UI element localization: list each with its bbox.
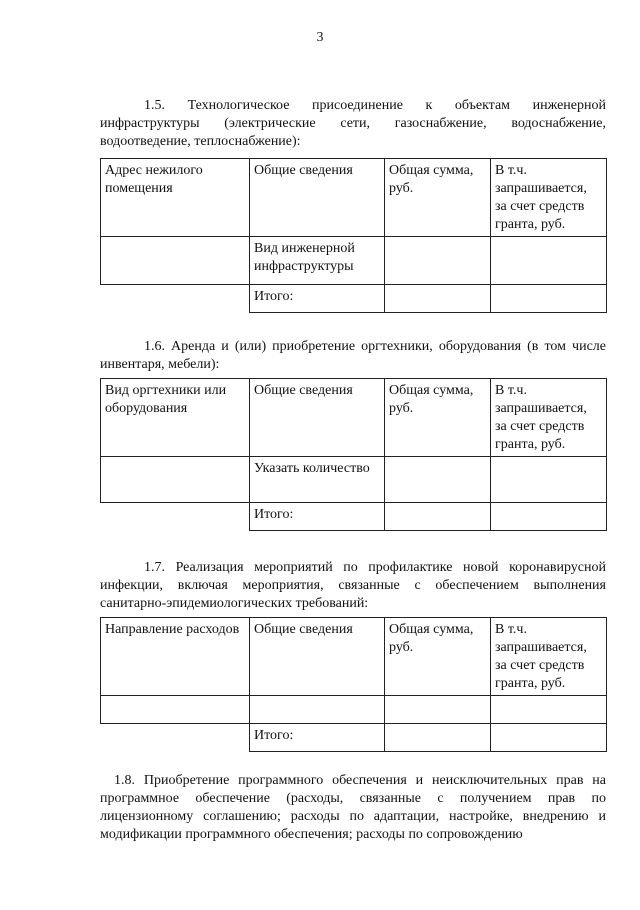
section-1-7-heading: 1.7. Реализация мероприятий по профилактике новой коронавирусной инфекции, включая мероприятия, связанные с обеспечением выполнения санитарно-эпидемиологических требований: [100,560,606,611]
header-cell-total-sum: Общая сумма, руб. [385,159,491,237]
table-cell-empty [385,237,491,285]
section-1-6-heading: 1.6. Аренда и (или) приобретение оргтехники, оборудования (в том числе инвентаря, мебели): [100,339,606,372]
header-cell-grant-sum: В т.ч. запрашивается, за счет средств гранта, руб. [491,618,607,696]
header-cell-general-info: Общие сведения [250,618,385,696]
table-cell-total-label: Итого: [250,285,385,313]
table-1-7 [100,617,607,752]
table-cell-infrastructure-type: Вид инженерной инфраструктуры [250,237,385,285]
table-cell-empty [491,724,607,752]
table-row [101,696,607,724]
table-cell-empty [491,503,607,531]
header-cell-grant-sum: В т.ч. запрашивается, за счет средств гранта, руб. [491,159,607,237]
table-cell-empty [385,285,491,313]
header-cell-equipment-type: Вид оргтехники или оборудования [101,379,250,457]
table-cell-empty [385,503,491,531]
header-cell-grant-sum: В т.ч. запрашивается, за счет средств гранта, руб. [491,379,607,457]
table-cell-empty [491,285,607,313]
table-cell-empty [491,457,607,503]
table-cell-empty [385,457,491,503]
table-cell-blank [101,503,250,531]
table-cell-total-label: Итого: [250,503,385,531]
table-total-row [101,724,607,752]
table-header-row [101,618,607,696]
section-1-8-heading: 1.8. Приобретение программного обеспечения и неисключительных прав на программное обеспечение (расходы, связанные с получением прав по лицензионному соглашению; расходы по адаптации, настройке, внедрению и модификации программного обеспечения; расходы по сопровождению [100,773,606,842]
header-cell-total-sum: Общая сумма, руб. [385,379,491,457]
table-header-row [101,379,607,457]
table-cell-empty [101,237,250,285]
table-1-6 [100,378,607,531]
header-cell-total-sum: Общая сумма, руб. [385,618,491,696]
table-row [101,457,607,503]
table-cell-total-label: Итого: [250,724,385,752]
header-cell-general-info: Общие сведения [250,159,385,237]
table-cell-blank [101,285,250,313]
table-row [101,237,607,285]
table-header-row [101,159,607,237]
table-cell-empty [491,696,607,724]
table-total-row [101,285,607,313]
header-cell-general-info: Общие сведения [250,379,385,457]
table-cell-empty [385,696,491,724]
header-cell-expense-direction: Направление расходов [101,618,250,696]
header-cell-address: Адрес нежилого помещения [101,159,250,237]
table-cell-blank [101,724,250,752]
table-cell-empty [250,696,385,724]
table-cell-empty [385,724,491,752]
page-number: 3 [316,30,324,45]
section-1-5-heading: 1.5. Технологическое присоединение к объектам инженерной инфраструктуры (электрические сети, газоснабжение, водоснабжение, водоотведение, теплоснабжение): [100,98,606,149]
table-cell-empty [101,457,250,503]
table-total-row [101,503,607,531]
table-cell-empty [491,237,607,285]
table-cell-quantity: Указать количество [250,457,385,503]
table-1-5 [100,158,607,313]
table-cell-empty [101,696,250,724]
